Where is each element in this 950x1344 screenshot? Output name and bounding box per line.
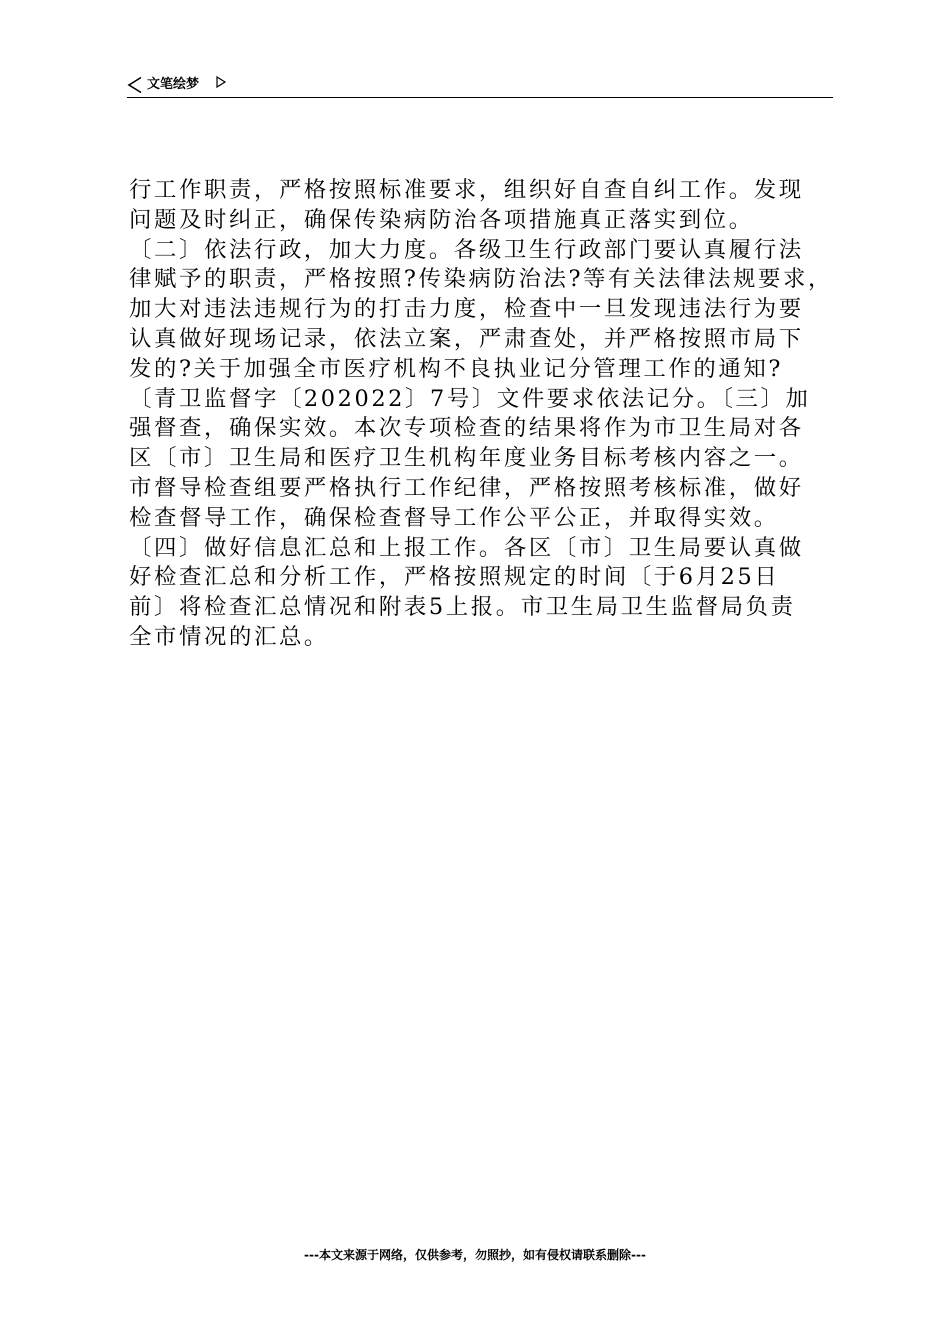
body-line: 〔青卫监督字〔202022〕7号〕文件要求依法记分。〔三〕加 — [129, 385, 811, 412]
body-line: 区〔市〕卫生局和医疗卫生机构年度业务目标考核内容之一。 — [129, 445, 804, 472]
body-line: 加大对违法违规行为的打击力度，检查中一旦发现违法行为要 — [129, 296, 804, 323]
body-line: 好检查汇总和分析工作，严格按照规定的时间〔于6月25日 — [129, 564, 780, 591]
header-divider — [127, 97, 833, 98]
left-triangle-icon — [127, 76, 143, 94]
body-line: 前〕将检查汇总情况和附表5上报。市卫生局卫生监督局负责 — [129, 594, 796, 621]
body-line: 强督查，确保实效。本次专项检查的结果将作为市卫生局对各 — [129, 415, 804, 442]
body-line: 〔二〕依法行政，加大力度。各级卫生行政部门要认真履行法 — [129, 236, 804, 263]
brand-text: 文笔绘梦 — [147, 77, 200, 92]
document-body — [129, 176, 833, 653]
body-line: 检查督导工作，确保检查督导工作公平公正，并取得实效。 — [129, 504, 779, 531]
body-line: 律赋予的职责，严格按照?传染病防治法?等有关法律法规要求， — [129, 266, 833, 293]
body-line: 问题及时纠正，确保传染病防治各项措施真正落实到位。 — [129, 206, 754, 233]
body-line: 市督导检查组要严格执行工作纪律，严格按照考核标准，做好 — [129, 474, 804, 501]
body-line: 行工作职责，严格按照标准要求，组织好自查自纠工作。发现 — [129, 177, 804, 203]
body-line: 认真做好现场记录，依法立案，严肃查处，并严格按照市局下 — [129, 325, 804, 352]
page-footer-disclaimer: ---本文来源于网络，仅供参考，勿照抄，如有侵权请联系删除--- — [304, 1248, 646, 1262]
body-line: 发的?关于加强全市医疗机构不良执业记分管理工作的通知? — [129, 355, 783, 382]
right-triangle-icon — [215, 75, 227, 89]
body-line: 全市情况的汇总。 — [129, 623, 329, 650]
page-header — [127, 74, 833, 98]
body-line: 〔四〕做好信息汇总和上报工作。各区〔市〕卫生局要认真做 — [129, 534, 804, 561]
